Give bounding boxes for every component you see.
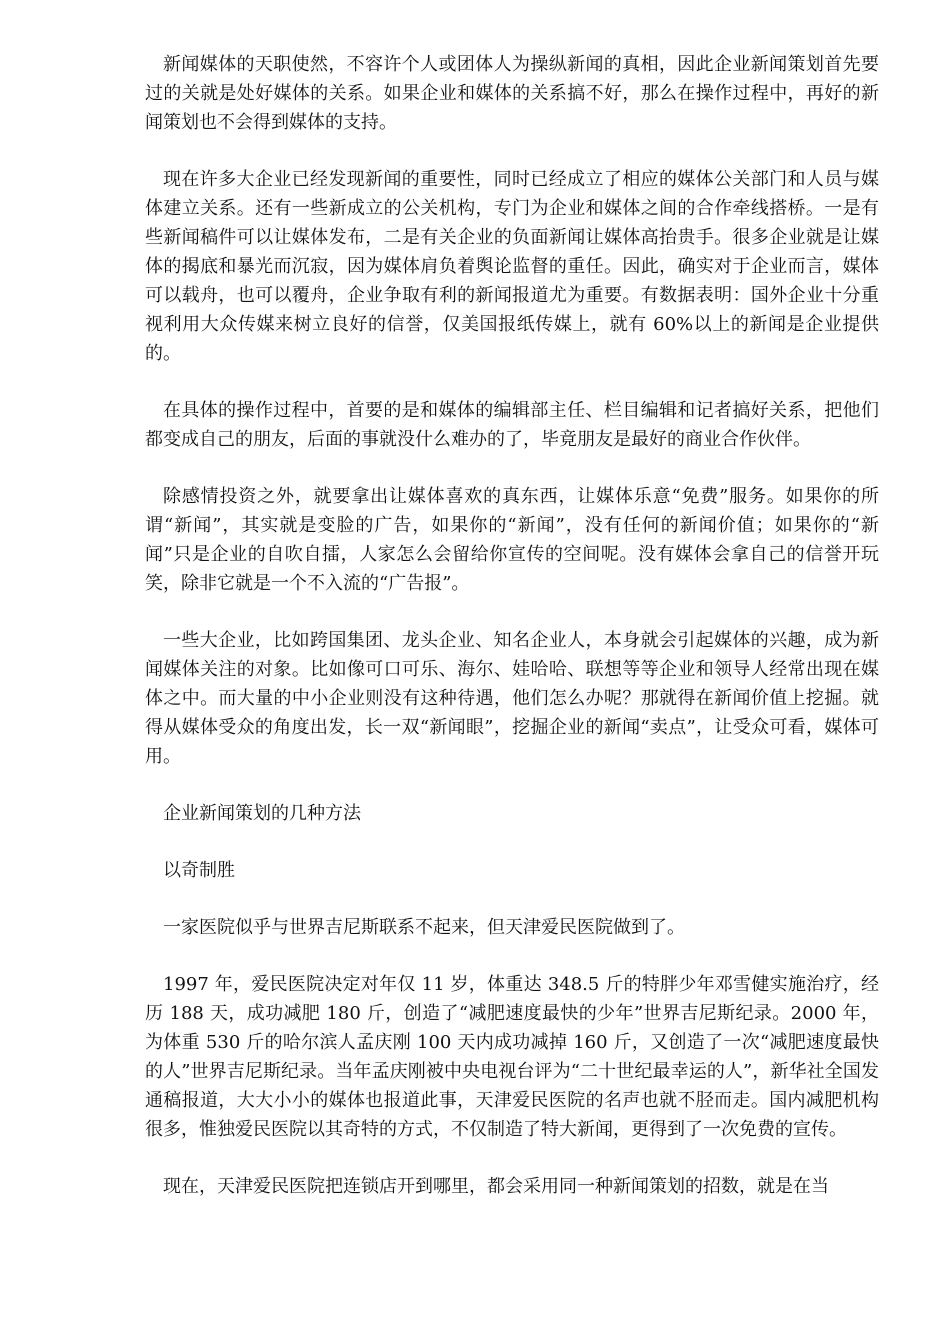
- paragraph-news-value: 一些大企业，比如跨国集团、龙头企业、知名企业人，本身就会引起媒体的兴趣，成为新闻媒体关注的对象。比如像可口可乐、海尔、娃哈哈、联想等等企业和领导人经常出现在媒体之中。而大量的中小企业则没有这种待遇，他们怎么办呢？那就得在新闻价值上挖掘。就得从媒体受众的角度出发，长一双“新闻眼”，挖掘企业的新闻“卖点”，让受众可看，媒体可用。: [145, 630, 879, 767]
- paragraph-pr-departments: 现在许多大企业已经发现新闻的重要性，同时已经成立了相应的媒体公关部门和人员与媒体建立关系。还有一些新成立的公关机构，专门为企业和媒体之间的合作牵线搭桥。一是有些新闻稿件可以让媒体发布，二是有关企业的负面新闻让媒体高抬贵手。很多企业就是让媒体的揭底和暴光而沉寂，因为媒体肩负着舆论监督的重任。因此，确实对于企业而言，媒体可以载舟，也可以覆舟，企业争取有利的新闻报道尤为重要。有数据表明：国外企业十分重视利用大众传媒来树立良好的信誉，仅美国报纸传媒上，就有 60%以上的新闻是企业提供的。: [145, 169, 879, 364]
- paragraph-chain-stores: 现在，天津爱民医院把连锁店开到哪里，都会采用同一种新闻策划的招数，就是在当: [163, 1176, 829, 1197]
- paragraph-guinness-records: 1997 年，爱民医院决定对年仅 11 岁，体重达 348.5 斤的特胖少年邓雪健实施治疗，经历 188 天，成功减肥 180 斤，创造了“减肥速度最快的少年”世界吉尼斯纪录。2000 年，为体重 530 斤的哈尔滨人孟庆刚 100 天内成功减掉 160 斤，又创造了一次“减肥速度最快的人”世界吉尼斯纪录。当年孟庆刚被中央电视台评为“二十世纪最幸运的人”，新华社全国发通稿报道，大大小小的媒体也报道此事，天津爱民医院的名声也就不胫而走。国内减肥机构很多，惟独爱民医院以其奇特的方式，不仅制造了特大新闻，更得到了一次免费的宣传。: [145, 974, 879, 1140]
- paragraph-relationship: 在具体的操作过程中，首要的是和媒体的编辑部主任、栏目编辑和记者搞好关系，把他们都变成自己的朋友，后面的事就没什么难办的了，毕竟朋友是最好的商业合作伙伴。: [145, 400, 879, 450]
- paragraph-hospital-intro: 一家医院似乎与世界吉尼斯联系不起来，但天津爱民医院做到了。: [163, 917, 685, 938]
- subsection-heading-surprise: 以奇制胜: [163, 860, 235, 881]
- paragraph-real-news: 除感情投资之外，就要拿出让媒体喜欢的真东西，让媒体乐意“免费”服务。如果你的所谓“新闻”，其实就是变脸的广告，如果你的“新闻”，没有任何的新闻价值；如果你的“新闻”只是企业的自吹自擂，人家怎么会留给你宣传的空间呢。没有媒体会拿自己的信誉开玩笑，除非它就是一个不入流的“广告报”。: [145, 486, 879, 594]
- section-heading-methods: 企业新闻策划的几种方法: [163, 803, 361, 824]
- document-page: [145, 50, 879, 1229]
- paragraph-media-duty: 新闻媒体的天职使然，不容许个人或团体人为操纵新闻的真相，因此企业新闻策划首先要过的关就是处好媒体的关系。如果企业和媒体的关系搞不好，那么在操作过程中，再好的新闻策划也不会得到媒体的支持。: [145, 54, 879, 133]
